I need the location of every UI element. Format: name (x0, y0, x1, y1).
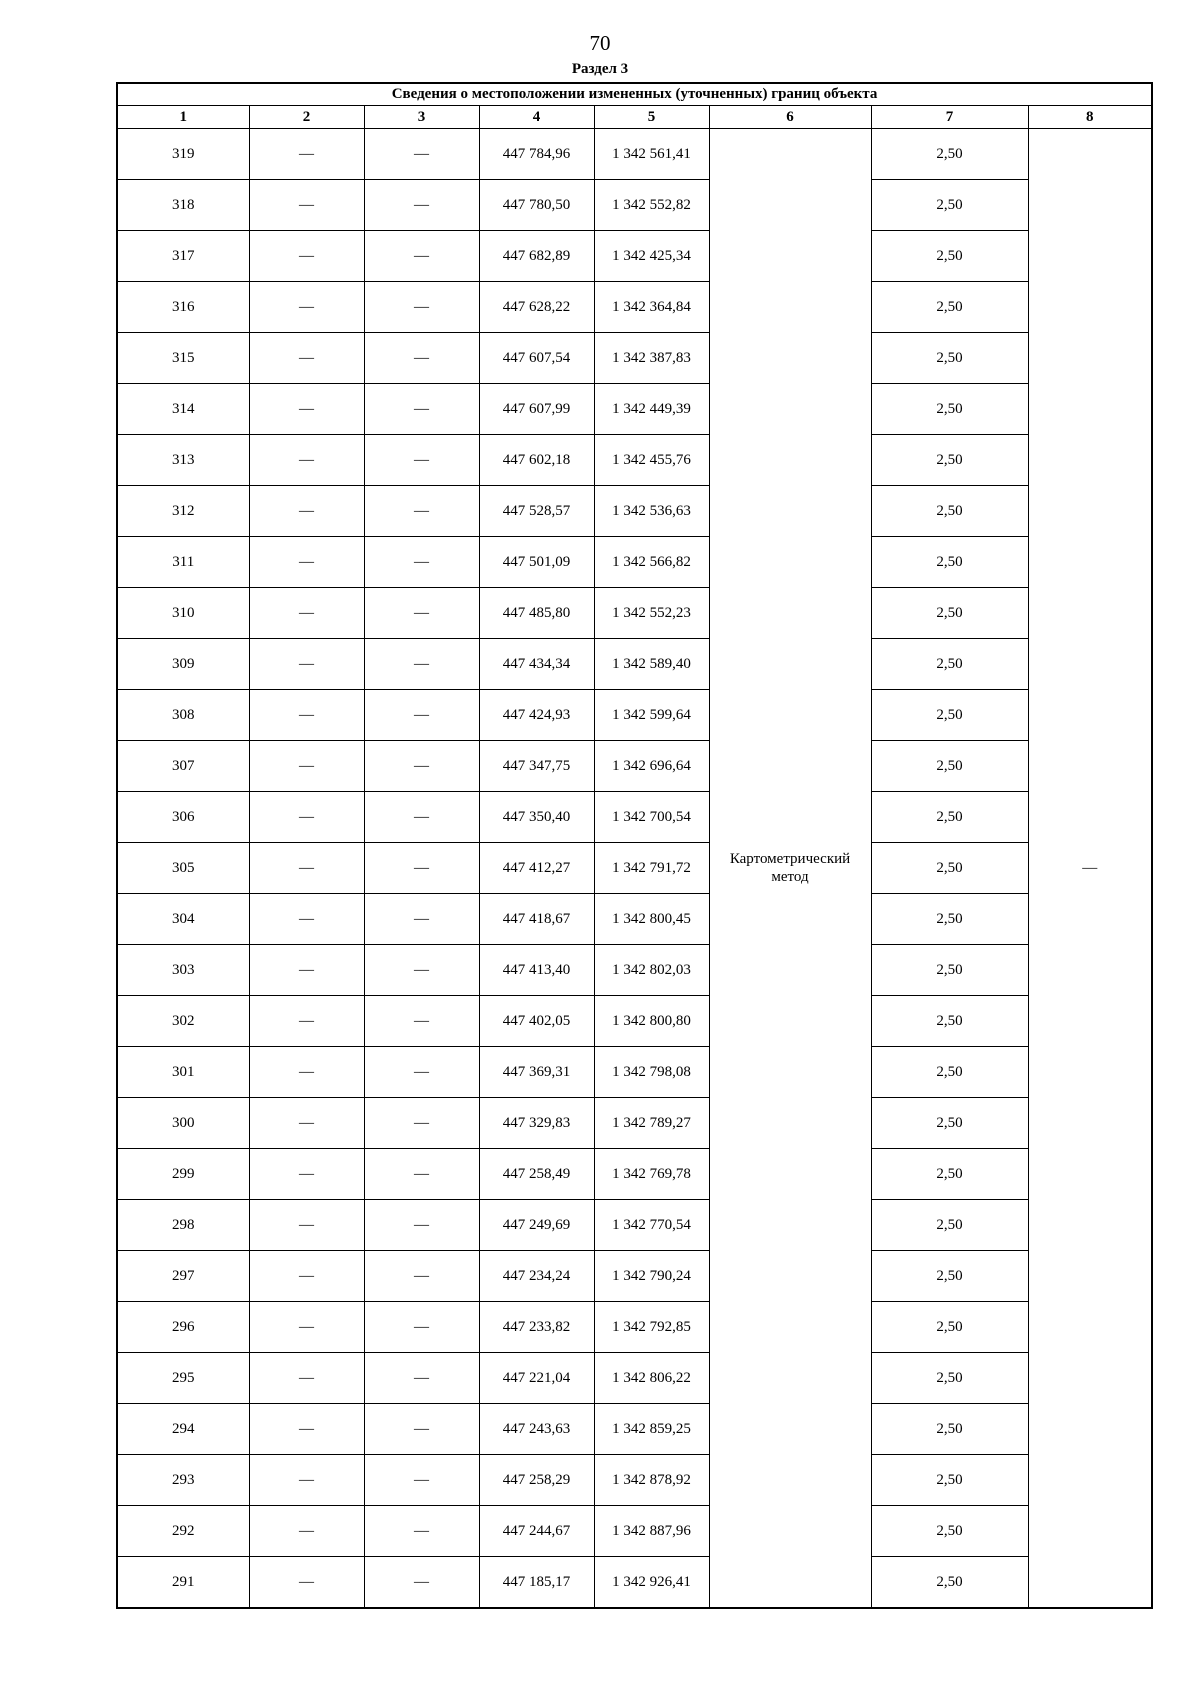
col3-cell: — (364, 1302, 479, 1353)
accuracy-cell: 2,50 (871, 1149, 1028, 1200)
point-number-cell: 306 (117, 792, 249, 843)
accuracy-cell: 2,50 (871, 945, 1028, 996)
table-row (117, 537, 1152, 588)
col2-cell: — (249, 435, 364, 486)
point-number-cell: 292 (117, 1506, 249, 1557)
column-number-6: 6 (709, 106, 871, 129)
accuracy-cell: 2,50 (871, 996, 1028, 1047)
point-number-cell: 310 (117, 588, 249, 639)
col3-cell: — (364, 435, 479, 486)
x-coordinate-cell: 447 602,18 (479, 435, 594, 486)
y-coordinate-cell: 1 342 798,08 (594, 1047, 709, 1098)
col2-cell: — (249, 180, 364, 231)
accuracy-cell: 2,50 (871, 333, 1028, 384)
col2-cell: — (249, 537, 364, 588)
x-coordinate-cell: 447 418,67 (479, 894, 594, 945)
point-number-cell: 300 (117, 1098, 249, 1149)
x-coordinate-cell: 447 402,05 (479, 996, 594, 1047)
col2-cell: — (249, 792, 364, 843)
y-coordinate-cell: 1 342 566,82 (594, 537, 709, 588)
col3-cell: — (364, 282, 479, 333)
point-number-cell: 317 (117, 231, 249, 282)
table-row (117, 1506, 1152, 1557)
y-coordinate-cell: 1 342 561,41 (594, 129, 709, 180)
table-row (117, 384, 1152, 435)
point-number-cell: 298 (117, 1200, 249, 1251)
point-number-cell: 313 (117, 435, 249, 486)
col2-cell: — (249, 1251, 364, 1302)
point-number-cell: 294 (117, 1404, 249, 1455)
point-number-cell: 315 (117, 333, 249, 384)
col2-cell: — (249, 894, 364, 945)
col2-cell: — (249, 945, 364, 996)
x-coordinate-cell: 447 485,80 (479, 588, 594, 639)
y-coordinate-cell: 1 342 449,39 (594, 384, 709, 435)
table-row (117, 180, 1152, 231)
col2-cell: — (249, 1506, 364, 1557)
y-coordinate-cell: 1 342 800,80 (594, 996, 709, 1047)
point-number-cell: 314 (117, 384, 249, 435)
point-number-cell: 319 (117, 129, 249, 180)
table-row (117, 1149, 1152, 1200)
table-row (117, 1404, 1152, 1455)
table-row (117, 1557, 1152, 1609)
y-coordinate-cell: 1 342 887,96 (594, 1506, 709, 1557)
x-coordinate-cell: 447 780,50 (479, 180, 594, 231)
x-coordinate-cell: 447 413,40 (479, 945, 594, 996)
table-row (117, 843, 1152, 894)
col2-cell: — (249, 690, 364, 741)
point-number-cell: 305 (117, 843, 249, 894)
table-row (117, 486, 1152, 537)
col2-cell: — (249, 1302, 364, 1353)
col3-cell: — (364, 690, 479, 741)
col3-cell: — (364, 384, 479, 435)
accuracy-cell: 2,50 (871, 1047, 1028, 1098)
col2-cell: — (249, 1404, 364, 1455)
y-coordinate-cell: 1 342 425,34 (594, 231, 709, 282)
x-coordinate-cell: 447 234,24 (479, 1251, 594, 1302)
point-number-cell: 307 (117, 741, 249, 792)
section-title: Раздел 3 (571, 61, 629, 77)
col2-cell: — (249, 231, 364, 282)
accuracy-cell: 2,50 (871, 1302, 1028, 1353)
accuracy-cell: 2,50 (871, 843, 1028, 894)
method-cell: Картометрический метод (709, 129, 871, 1609)
col3-cell: — (364, 1251, 479, 1302)
x-coordinate-cell: 447 258,49 (479, 1149, 594, 1200)
col2-cell: — (249, 741, 364, 792)
col8-cell: — (1028, 129, 1152, 1609)
col2-cell: — (249, 1047, 364, 1098)
x-coordinate-cell: 447 682,89 (479, 231, 594, 282)
x-coordinate-cell: 447 501,09 (479, 537, 594, 588)
col3-cell: — (364, 129, 479, 180)
col2-cell: — (249, 588, 364, 639)
accuracy-cell: 2,50 (871, 435, 1028, 486)
col3-cell: — (364, 486, 479, 537)
point-number-cell: 304 (117, 894, 249, 945)
y-coordinate-cell: 1 342 790,24 (594, 1251, 709, 1302)
x-coordinate-cell: 447 784,96 (479, 129, 594, 180)
x-coordinate-cell: 447 607,99 (479, 384, 594, 435)
col3-cell: — (364, 792, 479, 843)
x-coordinate-cell: 447 412,27 (479, 843, 594, 894)
table-row (117, 435, 1152, 486)
y-coordinate-cell: 1 342 700,54 (594, 792, 709, 843)
accuracy-cell: 2,50 (871, 1557, 1028, 1609)
col3-cell: — (364, 1557, 479, 1609)
y-coordinate-cell: 1 342 926,41 (594, 1557, 709, 1609)
col3-cell: — (364, 1200, 479, 1251)
table-row (117, 588, 1152, 639)
x-coordinate-cell: 447 607,54 (479, 333, 594, 384)
y-coordinate-cell: 1 342 806,22 (594, 1353, 709, 1404)
point-number-cell: 299 (117, 1149, 249, 1200)
table-body (117, 129, 1152, 1609)
x-coordinate-cell: 447 628,22 (479, 282, 594, 333)
y-coordinate-cell: 1 342 364,84 (594, 282, 709, 333)
point-number-cell: 302 (117, 996, 249, 1047)
accuracy-cell: 2,50 (871, 384, 1028, 435)
table-row (117, 690, 1152, 741)
col2-cell: — (249, 1455, 364, 1506)
accuracy-cell: 2,50 (871, 588, 1028, 639)
y-coordinate-cell: 1 342 770,54 (594, 1200, 709, 1251)
y-coordinate-cell: 1 342 387,83 (594, 333, 709, 384)
table-row (117, 792, 1152, 843)
point-number-cell: 316 (117, 282, 249, 333)
table-row (117, 996, 1152, 1047)
accuracy-cell: 2,50 (871, 1251, 1028, 1302)
point-number-cell: 318 (117, 180, 249, 231)
x-coordinate-cell: 447 369,31 (479, 1047, 594, 1098)
point-number-cell: 312 (117, 486, 249, 537)
x-coordinate-cell: 447 244,67 (479, 1506, 594, 1557)
accuracy-cell: 2,50 (871, 792, 1028, 843)
x-coordinate-cell: 447 528,57 (479, 486, 594, 537)
col2-cell: — (249, 1149, 364, 1200)
table-row (117, 333, 1152, 384)
x-coordinate-cell: 447 350,40 (479, 792, 594, 843)
table-row (117, 1455, 1152, 1506)
accuracy-cell: 2,50 (871, 231, 1028, 282)
y-coordinate-cell: 1 342 800,45 (594, 894, 709, 945)
x-coordinate-cell: 447 233,82 (479, 1302, 594, 1353)
point-number-cell: 291 (117, 1557, 249, 1609)
y-coordinate-cell: 1 342 599,64 (594, 690, 709, 741)
point-number-cell: 297 (117, 1251, 249, 1302)
page-number: 70 (589, 31, 611, 55)
col3-cell: — (364, 333, 479, 384)
column-number-5: 5 (594, 106, 709, 129)
col3-cell: — (364, 1098, 479, 1149)
table-row (117, 1098, 1152, 1149)
x-coordinate-cell: 447 258,29 (479, 1455, 594, 1506)
col2-cell: — (249, 1557, 364, 1609)
col3-cell: — (364, 639, 479, 690)
col3-cell: — (364, 1455, 479, 1506)
accuracy-cell: 2,50 (871, 894, 1028, 945)
x-coordinate-cell: 447 249,69 (479, 1200, 594, 1251)
col3-cell: — (364, 180, 479, 231)
col2-cell: — (249, 996, 364, 1047)
accuracy-cell: 2,50 (871, 1200, 1028, 1251)
column-number-8: 8 (1028, 106, 1152, 129)
accuracy-cell: 2,50 (871, 129, 1028, 180)
x-coordinate-cell: 447 434,34 (479, 639, 594, 690)
point-number-cell: 309 (117, 639, 249, 690)
col2-cell: — (249, 333, 364, 384)
point-number-cell: 295 (117, 1353, 249, 1404)
x-coordinate-cell: 447 243,63 (479, 1404, 594, 1455)
col3-cell: — (364, 741, 479, 792)
col2-cell: — (249, 1353, 364, 1404)
col3-cell: — (364, 537, 479, 588)
col3-cell: — (364, 1404, 479, 1455)
col3-cell: — (364, 1353, 479, 1404)
table-row (117, 282, 1152, 333)
accuracy-cell: 2,50 (871, 1353, 1028, 1404)
accuracy-cell: 2,50 (871, 180, 1028, 231)
x-coordinate-cell: 447 424,93 (479, 690, 594, 741)
col2-cell: — (249, 1200, 364, 1251)
column-number-7: 7 (871, 106, 1028, 129)
column-number-4: 4 (479, 106, 594, 129)
col2-cell: — (249, 384, 364, 435)
table-row (117, 1353, 1152, 1404)
point-number-cell: 311 (117, 537, 249, 588)
accuracy-cell: 2,50 (871, 486, 1028, 537)
x-coordinate-cell: 447 221,04 (479, 1353, 594, 1404)
col3-cell: — (364, 894, 479, 945)
y-coordinate-cell: 1 342 878,92 (594, 1455, 709, 1506)
point-number-cell: 301 (117, 1047, 249, 1098)
accuracy-cell: 2,50 (871, 1506, 1028, 1557)
column-number-1: 1 (117, 106, 249, 129)
column-number-2: 2 (249, 106, 364, 129)
x-coordinate-cell: 447 347,75 (479, 741, 594, 792)
y-coordinate-cell: 1 342 802,03 (594, 945, 709, 996)
col3-cell: — (364, 588, 479, 639)
table-row (117, 1302, 1152, 1353)
col3-cell: — (364, 1047, 479, 1098)
accuracy-cell: 2,50 (871, 537, 1028, 588)
col2-cell: — (249, 843, 364, 894)
col2-cell: — (249, 639, 364, 690)
accuracy-cell: 2,50 (871, 1098, 1028, 1149)
col3-cell: — (364, 996, 479, 1047)
accuracy-cell: 2,50 (871, 1404, 1028, 1455)
col2-cell: — (249, 1098, 364, 1149)
point-number-cell: 296 (117, 1302, 249, 1353)
table-row (117, 1200, 1152, 1251)
col2-cell: — (249, 282, 364, 333)
y-coordinate-cell: 1 342 791,72 (594, 843, 709, 894)
table-row (117, 1251, 1152, 1302)
y-coordinate-cell: 1 342 769,78 (594, 1149, 709, 1200)
col3-cell: — (364, 945, 479, 996)
table-row (117, 639, 1152, 690)
table-row (117, 945, 1152, 996)
y-coordinate-cell: 1 342 859,25 (594, 1404, 709, 1455)
accuracy-cell: 2,50 (871, 1455, 1028, 1506)
table-row (117, 1047, 1152, 1098)
table-row (117, 894, 1152, 945)
point-number-cell: 303 (117, 945, 249, 996)
col3-cell: — (364, 1149, 479, 1200)
accuracy-cell: 2,50 (871, 639, 1028, 690)
x-coordinate-cell: 447 329,83 (479, 1098, 594, 1149)
y-coordinate-cell: 1 342 789,27 (594, 1098, 709, 1149)
accuracy-cell: 2,50 (871, 690, 1028, 741)
accuracy-cell: 2,50 (871, 282, 1028, 333)
table-row (117, 129, 1152, 180)
boundary-coordinates-table (116, 82, 1153, 1609)
point-number-cell: 308 (117, 690, 249, 741)
accuracy-cell: 2,50 (871, 741, 1028, 792)
y-coordinate-cell: 1 342 552,23 (594, 588, 709, 639)
y-coordinate-cell: 1 342 536,63 (594, 486, 709, 537)
col2-cell: — (249, 486, 364, 537)
table-row (117, 741, 1152, 792)
x-coordinate-cell: 447 185,17 (479, 1557, 594, 1609)
col2-cell: — (249, 129, 364, 180)
column-number-3: 3 (364, 106, 479, 129)
y-coordinate-cell: 1 342 792,85 (594, 1302, 709, 1353)
col3-cell: — (364, 843, 479, 894)
table-caption: Сведения о местоположении измененных (уточненных) границ объекта (117, 83, 1152, 106)
col3-cell: — (364, 231, 479, 282)
y-coordinate-cell: 1 342 696,64 (594, 741, 709, 792)
point-number-cell: 293 (117, 1455, 249, 1506)
y-coordinate-cell: 1 342 455,76 (594, 435, 709, 486)
y-coordinate-cell: 1 342 589,40 (594, 639, 709, 690)
y-coordinate-cell: 1 342 552,82 (594, 180, 709, 231)
table-row (117, 231, 1152, 282)
col3-cell: — (364, 1506, 479, 1557)
